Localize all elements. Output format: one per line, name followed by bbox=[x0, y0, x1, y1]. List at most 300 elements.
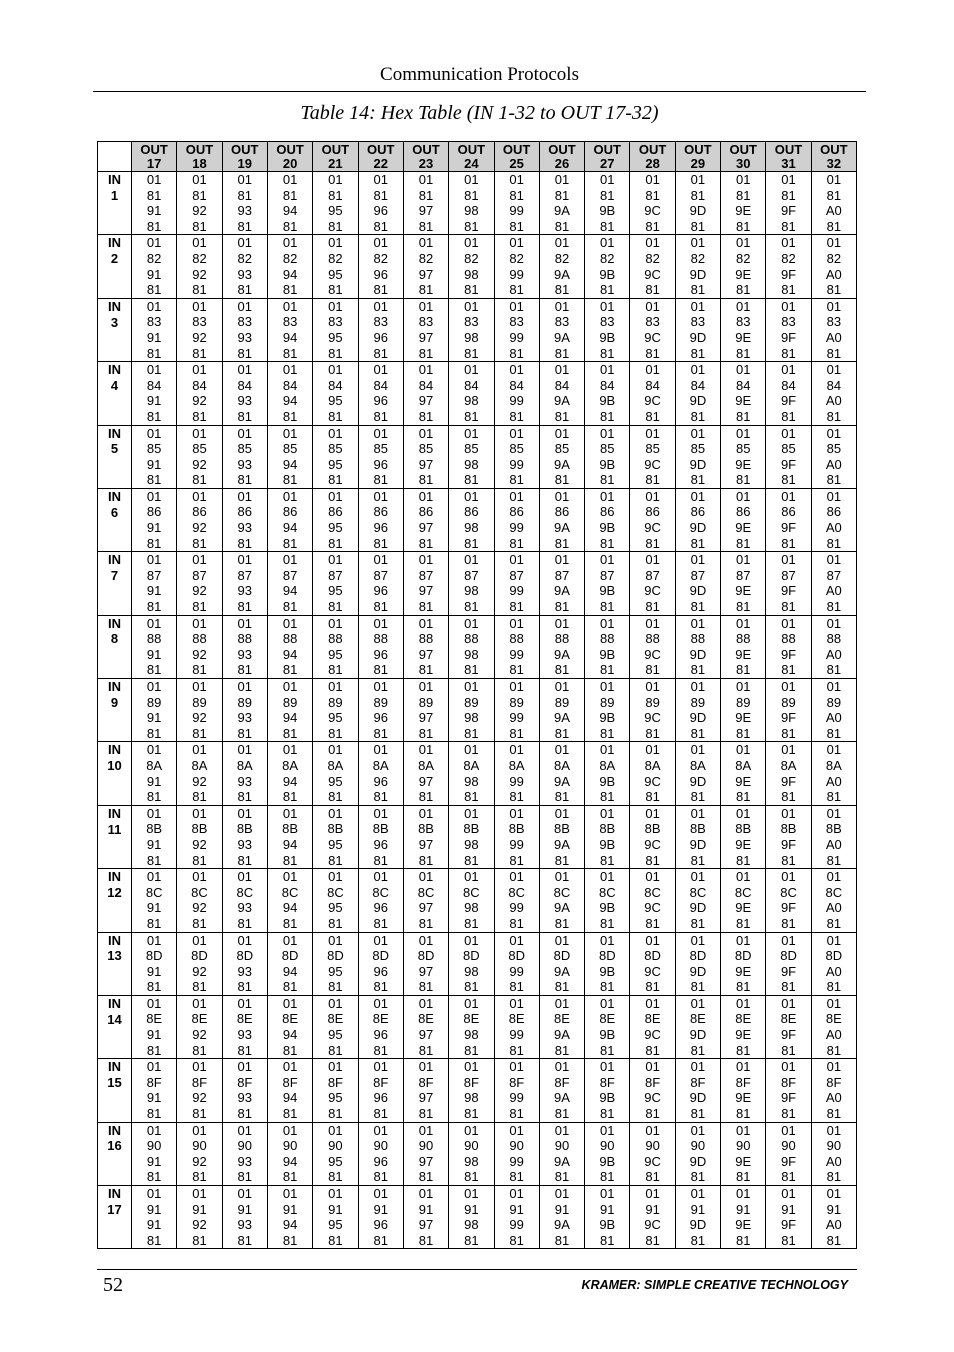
hex-cell bbox=[177, 172, 222, 235]
hex-byte: 8C bbox=[327, 884, 344, 900]
hex-cell bbox=[494, 995, 539, 1058]
hex-byte: 9A bbox=[554, 1027, 570, 1043]
hex-byte: 9F bbox=[780, 963, 797, 979]
column-header-out-30 bbox=[721, 142, 766, 172]
hex-byte: 01 bbox=[509, 742, 524, 758]
row-header-in-3 bbox=[98, 298, 132, 361]
hex-cell bbox=[403, 235, 448, 298]
hex-byte: 89 bbox=[282, 694, 298, 710]
hex-byte: 99 bbox=[509, 1090, 524, 1106]
hex-byte: 81 bbox=[328, 282, 343, 298]
hex-byte: 81 bbox=[781, 789, 796, 805]
hex-byte: 82 bbox=[645, 250, 660, 266]
hex-cell bbox=[811, 235, 856, 298]
hex-byte: 8B bbox=[554, 821, 570, 837]
hex-cell bbox=[358, 552, 403, 615]
hex-byte: 89 bbox=[146, 694, 162, 710]
hex-byte: 95 bbox=[328, 456, 343, 472]
hex-byte: 01 bbox=[645, 172, 660, 187]
column-header-label: OUT bbox=[774, 141, 803, 157]
hex-cell bbox=[539, 235, 584, 298]
hex-cell bbox=[494, 362, 539, 425]
row-header-number: 4 bbox=[110, 377, 119, 393]
hex-byte: 81 bbox=[418, 725, 434, 741]
hex-byte: 01 bbox=[509, 552, 524, 568]
row-header-number: 16 bbox=[107, 1138, 122, 1154]
hex-byte: 94 bbox=[282, 329, 298, 345]
hex-byte: 98 bbox=[464, 266, 479, 282]
hex-cell bbox=[585, 679, 630, 742]
hex-byte: 01 bbox=[554, 172, 570, 187]
hex-byte: 98 bbox=[464, 773, 479, 789]
hex-byte: 8F bbox=[282, 1074, 298, 1090]
hex-byte: 86 bbox=[418, 504, 434, 520]
hex-cell bbox=[811, 298, 856, 361]
hex-byte: 01 bbox=[146, 932, 162, 948]
hex-byte: 87 bbox=[554, 567, 570, 583]
hex-byte: 81 bbox=[146, 345, 162, 361]
hex-byte: 8E bbox=[191, 1011, 208, 1027]
hex-byte: 83 bbox=[781, 314, 796, 330]
hex-cell bbox=[585, 615, 630, 678]
hex-byte: 81 bbox=[645, 1232, 660, 1248]
hex-byte: 90 bbox=[464, 1138, 479, 1154]
column-header-out-20 bbox=[267, 142, 312, 172]
hex-byte: 01 bbox=[282, 805, 298, 821]
hex-byte: 81 bbox=[282, 1232, 298, 1248]
row-header-label: IN bbox=[108, 362, 121, 378]
hex-byte: 01 bbox=[146, 298, 162, 314]
hex-byte: 8A bbox=[146, 757, 163, 773]
hex-byte: 01 bbox=[418, 1122, 434, 1138]
hex-byte: 01 bbox=[826, 362, 842, 378]
hex-byte: 93 bbox=[237, 203, 253, 219]
hex-byte: 81 bbox=[735, 218, 751, 234]
hex-byte: 86 bbox=[600, 504, 615, 520]
hex-cell bbox=[494, 425, 539, 488]
row-header-in-8 bbox=[98, 615, 132, 678]
column-header-out-24 bbox=[449, 142, 494, 172]
hex-byte: 85 bbox=[645, 441, 660, 457]
hex-byte: 81 bbox=[237, 187, 253, 203]
hex-byte: 81 bbox=[690, 345, 706, 361]
hex-cell bbox=[403, 298, 448, 361]
hex-byte: 01 bbox=[735, 742, 751, 758]
hex-byte: 81 bbox=[418, 1042, 434, 1058]
hex-byte: 81 bbox=[237, 1232, 253, 1248]
hex-byte: 01 bbox=[373, 995, 388, 1011]
hex-byte: 81 bbox=[554, 1169, 570, 1185]
hex-byte: 8A bbox=[282, 757, 299, 773]
hex-byte: 81 bbox=[146, 979, 162, 995]
hex-byte: 01 bbox=[509, 995, 524, 1011]
hex-cell bbox=[630, 298, 675, 361]
hex-cell bbox=[494, 552, 539, 615]
hex-byte: 9D bbox=[689, 773, 707, 789]
hex-byte: 89 bbox=[554, 694, 570, 710]
hex-byte: 01 bbox=[192, 425, 207, 441]
hex-byte: 9C bbox=[644, 1090, 661, 1106]
hex-byte: 81 bbox=[237, 979, 253, 995]
hex-byte: 01 bbox=[600, 488, 615, 504]
hex-byte: 81 bbox=[554, 1232, 570, 1248]
running-head: Communication Protocols bbox=[380, 64, 579, 85]
hex-byte: 01 bbox=[464, 488, 479, 504]
hex-byte: 81 bbox=[690, 535, 706, 551]
hex-byte: 81 bbox=[509, 915, 524, 931]
hex-byte: 81 bbox=[554, 282, 570, 298]
column-header-number: 22 bbox=[373, 155, 388, 171]
hex-byte: 01 bbox=[282, 615, 298, 631]
hex-cell bbox=[585, 1122, 630, 1185]
hex-byte: 01 bbox=[328, 1122, 343, 1138]
hex-byte: 81 bbox=[237, 218, 253, 234]
hex-byte: 81 bbox=[735, 535, 751, 551]
hex-byte: 81 bbox=[509, 662, 524, 678]
hex-byte: 8F bbox=[463, 1074, 479, 1090]
hex-byte: 01 bbox=[418, 235, 434, 251]
hex-cell bbox=[811, 425, 856, 488]
row-header-number: 13 bbox=[107, 948, 122, 964]
hex-byte: 9E bbox=[735, 266, 752, 282]
hex-byte: A0 bbox=[825, 329, 842, 345]
hex-byte: 87 bbox=[146, 567, 162, 583]
hex-byte: 82 bbox=[282, 250, 298, 266]
hex-byte: 01 bbox=[781, 995, 796, 1011]
hex-byte: 01 bbox=[509, 1186, 524, 1201]
hex-byte: 81 bbox=[645, 535, 660, 551]
hex-byte: 82 bbox=[464, 250, 479, 266]
hex-byte: 01 bbox=[600, 932, 615, 948]
hex-cell bbox=[539, 742, 584, 805]
hex-byte: 92 bbox=[192, 393, 207, 409]
hex-byte: 81 bbox=[600, 535, 615, 551]
hex-byte: 86 bbox=[826, 504, 842, 520]
hex-byte: 93 bbox=[237, 900, 253, 916]
table-row bbox=[98, 995, 857, 1058]
row-header-in-5 bbox=[98, 425, 132, 488]
hex-byte: 01 bbox=[464, 362, 479, 378]
hex-cell bbox=[539, 172, 584, 235]
hex-byte: 81 bbox=[690, 662, 706, 678]
hex-byte: 81 bbox=[282, 472, 298, 488]
hex-byte: 96 bbox=[373, 329, 388, 345]
hex-byte: 01 bbox=[237, 235, 253, 251]
hex-byte: 81 bbox=[826, 1232, 842, 1248]
hex-byte: 81 bbox=[509, 345, 524, 361]
column-header-number: 21 bbox=[328, 155, 343, 171]
hex-byte: 01 bbox=[826, 172, 842, 187]
hex-cell bbox=[494, 932, 539, 995]
hex-byte: 95 bbox=[328, 773, 343, 789]
hex-byte: 85 bbox=[328, 441, 343, 457]
hex-byte: 81 bbox=[735, 408, 751, 424]
hex-byte: 01 bbox=[237, 615, 253, 631]
hex-cell bbox=[403, 172, 448, 235]
hex-byte: 91 bbox=[146, 1090, 162, 1106]
table-row bbox=[98, 805, 857, 868]
hex-byte: 01 bbox=[418, 869, 434, 885]
hex-byte: 01 bbox=[373, 488, 388, 504]
hex-byte: 8A bbox=[236, 757, 253, 773]
hex-byte: 81 bbox=[554, 218, 570, 234]
hex-byte: 81 bbox=[826, 725, 842, 741]
hex-byte: 91 bbox=[146, 1201, 162, 1217]
hex-byte: 81 bbox=[464, 408, 479, 424]
hex-byte: 01 bbox=[237, 932, 253, 948]
hex-byte: 91 bbox=[146, 963, 162, 979]
hex-byte: 81 bbox=[418, 187, 434, 203]
hex-cell bbox=[721, 932, 766, 995]
hex-byte: 87 bbox=[826, 567, 842, 583]
hex-byte: 8F bbox=[735, 1074, 751, 1090]
hex-byte: 81 bbox=[192, 979, 207, 995]
hex-byte: 81 bbox=[645, 218, 660, 234]
hex-byte: 01 bbox=[735, 298, 751, 314]
column-header-out-22 bbox=[358, 142, 403, 172]
hex-byte: 81 bbox=[735, 725, 751, 741]
hex-byte: 01 bbox=[373, 425, 388, 441]
hex-byte: 01 bbox=[373, 298, 388, 314]
hex-byte: 01 bbox=[373, 805, 388, 821]
hex-byte: 81 bbox=[237, 282, 253, 298]
hex-byte: 86 bbox=[192, 504, 207, 520]
hex-byte: 96 bbox=[373, 203, 388, 219]
hex-byte: 81 bbox=[735, 187, 751, 203]
hex-byte: 01 bbox=[509, 932, 524, 948]
hex-byte: 8B bbox=[418, 821, 434, 837]
hex-byte: 81 bbox=[645, 1169, 660, 1185]
hex-byte: 8E bbox=[146, 1011, 163, 1027]
hex-byte: 01 bbox=[645, 615, 660, 631]
hex-byte: 8D bbox=[236, 948, 254, 964]
hex-byte: 81 bbox=[781, 852, 796, 868]
hex-cell bbox=[675, 1059, 720, 1122]
hex-byte: 01 bbox=[418, 488, 434, 504]
column-header-number: 30 bbox=[735, 155, 751, 171]
hex-byte: 81 bbox=[237, 408, 253, 424]
hex-byte: 83 bbox=[735, 314, 751, 330]
hex-byte: 92 bbox=[192, 456, 207, 472]
hex-byte: 01 bbox=[645, 995, 660, 1011]
hex-byte: 01 bbox=[690, 362, 706, 378]
hex-byte: 85 bbox=[509, 441, 524, 457]
hex-byte: 96 bbox=[373, 456, 388, 472]
hex-cell bbox=[539, 552, 584, 615]
hex-byte: 8B bbox=[191, 821, 208, 837]
hex-byte: 8D bbox=[463, 948, 480, 964]
hex-byte: 81 bbox=[373, 218, 388, 234]
hex-byte: 91 bbox=[554, 1201, 570, 1217]
hex-byte: 91 bbox=[237, 1201, 253, 1217]
hex-byte: 92 bbox=[192, 203, 207, 219]
hex-cell bbox=[267, 235, 312, 298]
hex-cell bbox=[358, 1186, 403, 1249]
hex-byte: 01 bbox=[826, 1059, 842, 1075]
hex-byte: 94 bbox=[282, 900, 298, 916]
hex-cell bbox=[313, 805, 358, 868]
hex-byte: 81 bbox=[645, 472, 660, 488]
hex-cell bbox=[449, 742, 494, 805]
hex-cell bbox=[403, 615, 448, 678]
column-header-label: OUT bbox=[366, 141, 395, 157]
column-header-number: 32 bbox=[826, 155, 842, 171]
hex-byte: 83 bbox=[554, 314, 570, 330]
column-header-label: OUT bbox=[729, 141, 757, 157]
hex-byte: 01 bbox=[237, 172, 253, 187]
hex-byte: 01 bbox=[781, 1059, 796, 1075]
hex-byte: 81 bbox=[418, 408, 434, 424]
row-header-in-9 bbox=[98, 679, 132, 742]
hex-byte: 01 bbox=[192, 235, 207, 251]
row-header-number: 5 bbox=[110, 441, 119, 457]
hex-byte: 90 bbox=[826, 1138, 842, 1154]
hex-byte: 01 bbox=[600, 235, 615, 251]
hex-byte: 94 bbox=[282, 583, 298, 599]
hex-byte: 9C bbox=[644, 393, 661, 409]
hex-byte: 81 bbox=[690, 979, 706, 995]
hex-cell bbox=[132, 488, 177, 551]
hex-byte: 89 bbox=[237, 694, 253, 710]
hex-cell bbox=[766, 932, 811, 995]
hex-cell bbox=[675, 1122, 720, 1185]
hex-byte: 81 bbox=[826, 1042, 842, 1058]
hex-byte: 01 bbox=[192, 1059, 207, 1075]
hex-byte: 81 bbox=[146, 187, 162, 203]
hex-byte: 81 bbox=[735, 662, 751, 678]
hex-byte: 8B bbox=[689, 821, 706, 837]
hex-byte: 8D bbox=[598, 948, 616, 964]
hex-cell bbox=[766, 235, 811, 298]
hex-cell bbox=[267, 172, 312, 235]
hex-byte: 83 bbox=[328, 314, 343, 330]
hex-byte: 9A bbox=[554, 963, 570, 979]
hex-byte: 81 bbox=[192, 915, 207, 931]
hex-byte: 83 bbox=[600, 314, 615, 330]
row-header-label: IN bbox=[108, 1059, 121, 1075]
hex-byte: 81 bbox=[464, 915, 479, 931]
hex-cell bbox=[449, 425, 494, 488]
hex-byte: 01 bbox=[328, 615, 343, 631]
hex-cell bbox=[585, 488, 630, 551]
hex-cell bbox=[494, 488, 539, 551]
hex-byte: 01 bbox=[690, 1122, 706, 1138]
hex-cell bbox=[539, 1059, 584, 1122]
hex-byte: 8D bbox=[372, 948, 390, 964]
hex-cell bbox=[222, 1122, 267, 1185]
hex-byte: 9B bbox=[599, 329, 616, 345]
hex-byte: 01 bbox=[282, 298, 298, 314]
hex-cell bbox=[675, 425, 720, 488]
hex-cell bbox=[675, 869, 720, 932]
hex-byte: 82 bbox=[146, 250, 162, 266]
hex-cell bbox=[267, 425, 312, 488]
hex-byte: 89 bbox=[735, 694, 751, 710]
hex-byte: 01 bbox=[146, 615, 162, 631]
hex-cell bbox=[721, 552, 766, 615]
hex-cell bbox=[675, 805, 720, 868]
hex-byte: 9A bbox=[554, 1153, 570, 1169]
hex-byte: 01 bbox=[826, 805, 842, 821]
hex-byte: 9E bbox=[735, 646, 752, 662]
hex-byte: 81 bbox=[464, 187, 479, 203]
hex-byte: 01 bbox=[146, 488, 162, 504]
row-header-label: IN bbox=[108, 552, 121, 568]
hex-byte: 81 bbox=[373, 979, 388, 995]
hex-byte: 95 bbox=[328, 520, 343, 536]
hex-cell bbox=[403, 362, 448, 425]
hex-byte: 94 bbox=[282, 266, 298, 282]
hex-byte: 8A bbox=[735, 757, 752, 773]
hex-byte: 01 bbox=[509, 425, 524, 441]
hex-cell bbox=[177, 235, 222, 298]
hex-cell bbox=[403, 1059, 448, 1122]
hex-byte: 01 bbox=[237, 679, 253, 694]
hex-byte: 01 bbox=[509, 679, 524, 694]
hex-byte: 01 bbox=[237, 1059, 253, 1075]
hex-byte: 01 bbox=[826, 679, 842, 694]
hex-byte: 90 bbox=[781, 1138, 796, 1154]
hex-byte: 93 bbox=[237, 836, 253, 852]
hex-byte: 9F bbox=[780, 836, 797, 852]
table-row bbox=[98, 425, 857, 488]
hex-byte: 01 bbox=[192, 552, 207, 568]
hex-byte: 81 bbox=[146, 1232, 162, 1248]
hex-table bbox=[97, 141, 857, 1249]
hex-byte: 84 bbox=[373, 377, 388, 393]
hex-byte: 81 bbox=[328, 979, 343, 995]
hex-byte: 81 bbox=[418, 535, 434, 551]
hex-byte: 9A bbox=[554, 266, 570, 282]
hex-cell bbox=[449, 932, 494, 995]
hex-byte: 96 bbox=[373, 1153, 388, 1169]
hex-byte: A0 bbox=[825, 1090, 842, 1106]
hex-cell bbox=[721, 1122, 766, 1185]
hex-byte: 8F bbox=[327, 1074, 343, 1090]
hex-byte: 86 bbox=[237, 504, 253, 520]
hex-byte: 8C bbox=[372, 884, 390, 900]
hex-byte: 81 bbox=[735, 1169, 751, 1185]
hex-byte: 81 bbox=[418, 472, 434, 488]
hex-byte: 8B bbox=[372, 821, 389, 837]
hex-byte: 83 bbox=[509, 314, 524, 330]
hex-byte: 97 bbox=[418, 710, 434, 726]
hex-byte: 90 bbox=[192, 1138, 207, 1154]
hex-byte: 01 bbox=[826, 425, 842, 441]
hex-byte: 01 bbox=[464, 552, 479, 568]
row-header-number: 14 bbox=[107, 1011, 122, 1027]
hex-byte: 01 bbox=[735, 552, 751, 568]
hex-byte: 97 bbox=[418, 456, 434, 472]
hex-byte: 01 bbox=[328, 235, 343, 251]
hex-cell bbox=[721, 488, 766, 551]
hex-byte: 01 bbox=[554, 488, 570, 504]
hex-byte: A0 bbox=[825, 1153, 842, 1169]
hex-byte: 01 bbox=[237, 995, 253, 1011]
hex-byte: 01 bbox=[418, 172, 434, 187]
hex-byte: 9A bbox=[554, 583, 570, 599]
hex-cell bbox=[675, 172, 720, 235]
hex-byte: 81 bbox=[600, 725, 615, 741]
hex-byte: 88 bbox=[781, 631, 796, 647]
hex-cell bbox=[721, 869, 766, 932]
hex-byte: 96 bbox=[373, 836, 388, 852]
hex-cell bbox=[403, 1122, 448, 1185]
hex-byte: 01 bbox=[826, 235, 842, 251]
hex-cell bbox=[267, 995, 312, 1058]
hex-byte: 01 bbox=[328, 362, 343, 378]
hex-byte: 98 bbox=[464, 646, 479, 662]
